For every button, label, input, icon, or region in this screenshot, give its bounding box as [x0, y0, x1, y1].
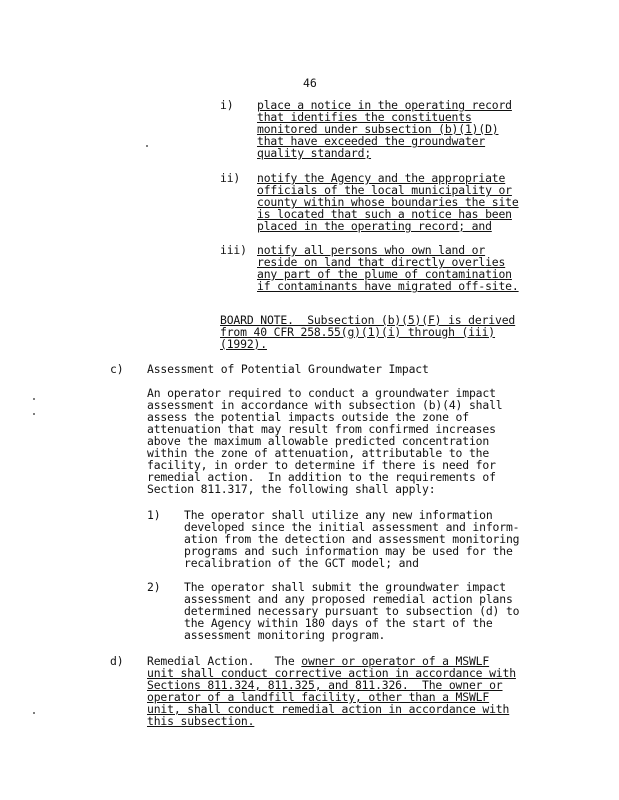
- section-d-first-line-amendment: owner or operator of a MSWLF: [301, 654, 490, 668]
- item-2-line: determined necessary pursuant to subsection (d) to: [184, 604, 520, 618]
- item-iii-line: if contaminants have migrated off-site.: [257, 279, 519, 293]
- section-c-paragraph-line: above the maximum allowable predicted concentration: [147, 434, 490, 448]
- item-2-label: 2): [147, 580, 161, 594]
- section-d-label: d): [110, 654, 124, 668]
- section-c-paragraph-line: An operator required to conduct a groundwater impact: [147, 386, 496, 400]
- scan-speck: [146, 145, 148, 147]
- item-ii-line: officials of the local municipality or: [257, 183, 512, 197]
- section-c-paragraph-line: remedial action. In addition to the requirements of: [147, 470, 496, 484]
- section-d-line: unit shall conduct corrective action in accordance with: [147, 666, 516, 680]
- item-1-label: 1): [147, 508, 161, 522]
- item-1-line: The operator shall utilize any new information: [184, 508, 493, 522]
- item-i-line: quality standard;: [257, 146, 372, 160]
- section-c-paragraph-line: within the zone of attenuation, attributable to the: [147, 446, 490, 460]
- item-i-line: that have exceeded the groundwater: [257, 134, 486, 148]
- item-i-line: place a notice in the operating record: [257, 98, 512, 112]
- item-2-line: assessment and any proposed remedial action plans: [184, 592, 513, 606]
- item-1-line: recalibration of the GCT model; and: [184, 556, 419, 570]
- item-ii-label: ii): [220, 171, 241, 185]
- item-i-line: monitored under subsection (b)(1)(D): [257, 122, 499, 136]
- item-1-line: developed since the initial assessment and inform-: [184, 520, 520, 534]
- board-note-line: BOARD NOTE. Subsection (b)(5)(F) is derived: [220, 313, 516, 327]
- section-d-line: Sections 811.324, 811.325, and 811.326. The owner or: [147, 678, 503, 692]
- section-d-line: operator of a landfill facility, other than a MSWLF: [147, 690, 490, 704]
- section-c-paragraph-line: assessment in accordance with subsection (b)(4) shall: [147, 398, 503, 412]
- board-note-line: from 40 CFR 258.55(g)(1)(i) through (iii): [220, 325, 496, 339]
- item-i-line: that identifies the constituents: [257, 110, 472, 124]
- section-c-paragraph-line: Section 811.317, the following shall apply:: [147, 482, 436, 496]
- section-d-line: this subsection.: [147, 714, 255, 728]
- item-1-line: programs and such information may be used for the: [184, 544, 513, 558]
- section-c-heading: Assessment of Potential Groundwater Impact: [147, 362, 429, 376]
- item-ii-line: notify the Agency and the appropriate: [257, 171, 506, 185]
- section-c-label: c): [110, 362, 124, 376]
- section-c-paragraph-line: facility, in order to determine if there is need for: [147, 458, 496, 472]
- section-c-paragraph-line: assess the potential impacts outside the zone of: [147, 410, 469, 424]
- item-1-line: ation from the detection and assessment monitoring: [184, 532, 520, 546]
- item-iii-line: reside on land that directly overlies: [257, 255, 506, 269]
- item-2-line: assessment monitoring program.: [184, 628, 386, 642]
- item-i-label: i): [220, 98, 234, 112]
- item-iii-line: any part of the plume of contamination: [257, 267, 512, 281]
- item-ii-line: county within whose boundaries the site: [257, 195, 519, 209]
- item-2-line: the Agency within 180 days of the start of the: [184, 616, 493, 630]
- item-iii-line: notify all persons who own land or: [257, 243, 486, 257]
- board-note-line: (1992).: [220, 337, 267, 351]
- item-ii-line: is located that such a notice has been: [257, 207, 512, 221]
- item-iii-label: iii): [220, 243, 247, 257]
- section-c-paragraph-line: attenuation that may result from confirmed increases: [147, 422, 496, 436]
- item-2-line: The operator shall submit the groundwater impact: [184, 580, 506, 594]
- section-d-heading: Remedial Action. The: [147, 654, 302, 668]
- item-ii-line: placed in the operating record; and: [257, 219, 492, 233]
- section-d-line: unit, shall conduct remedial action in accordance with: [147, 702, 510, 716]
- scan-speck: [33, 712, 35, 714]
- page-number: 46: [303, 76, 317, 90]
- scan-speck: [33, 398, 35, 400]
- scan-speck: [33, 413, 35, 415]
